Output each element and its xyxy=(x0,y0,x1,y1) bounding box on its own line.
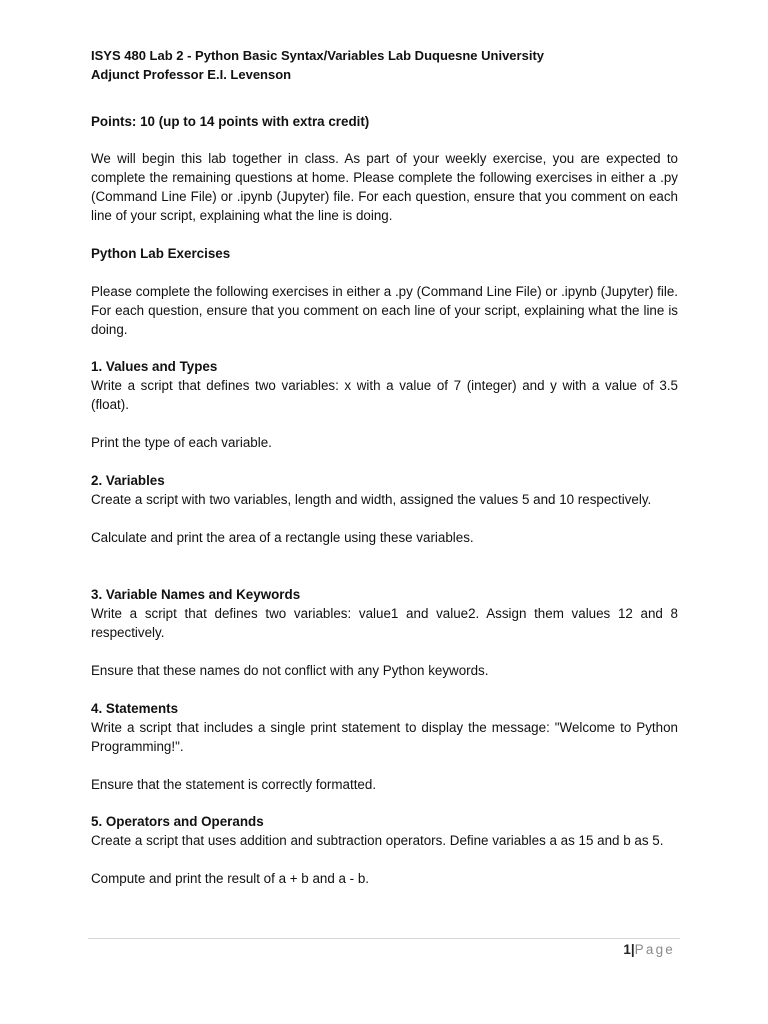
instructor-name: Adjunct Professor E.I. Levenson xyxy=(91,67,292,82)
intro-paragraph: We will begin this lab together in class. As part of your weekly exercise, you are expected to complete the remaining questions at home. Please complete the following exercises in either a .py (Command Line File) or .ipynb (Jupyter) file. For each question, ensure that you comment on each line of your script, explaining what the line is doing. xyxy=(91,151,678,223)
document-header xyxy=(91,46,678,84)
exercise-title: 1. Values and Types xyxy=(91,359,218,374)
exercise-title: 4. Statements xyxy=(91,701,179,716)
exercise-task: Calculate and print the area of a rectangle using these variables. xyxy=(91,530,474,545)
exercise-text: Write a script that includes a single print statement to display the message: "Welcome to Python Programming!". xyxy=(91,720,678,754)
exercise-title: 5. Operators and Operands xyxy=(91,814,264,829)
exercise-3 xyxy=(91,585,678,680)
page-footer xyxy=(623,940,675,959)
exercise-title: 2. Variables xyxy=(91,473,165,488)
exercise-text: Write a script that defines two variables: x with a value of 7 (integer) and y with a value of 3.5 (float). xyxy=(91,378,678,412)
exercise-task: Print the type of each variable. xyxy=(91,435,272,450)
page-label: Page xyxy=(634,942,675,957)
document-title: ISYS 480 Lab 2 - Python Basic Syntax/Variables Lab Duquesne University xyxy=(91,48,545,63)
section-title: Python Lab Exercises xyxy=(91,246,231,261)
exercise-2 xyxy=(91,471,678,547)
footer-divider xyxy=(88,938,680,939)
exercise-text: Create a script with two variables, length and width, assigned the values 5 and 10 respectively. xyxy=(91,492,652,507)
points-line: Points: 10 (up to 14 points with extra credit) xyxy=(91,114,370,129)
exercise-task: Ensure that these names do not conflict with any Python keywords. xyxy=(91,663,489,678)
exercise-text: Write a script that defines two variables: value1 and value2. Assign them values 12 and 8 respectively. xyxy=(91,606,678,640)
exercise-1 xyxy=(91,357,678,452)
exercise-5 xyxy=(91,812,678,888)
exercise-text: Create a script that uses addition and subtraction operators. Define variables a as 15 and b as 5. xyxy=(91,833,664,848)
page-separator: | xyxy=(630,942,635,957)
section-intro-paragraph: Please complete the following exercises in either a .py (Command Line File) or .ipynb (Jupyter) file. For each question, ensure that you comment on each line of your script, explaining what the line is doing. xyxy=(91,284,678,337)
exercise-task: Ensure that the statement is correctly formatted. xyxy=(91,777,377,792)
exercise-task: Compute and print the result of a + b and a - b. xyxy=(91,871,370,886)
exercise-4 xyxy=(91,699,678,794)
page-number: 1 xyxy=(623,942,631,957)
exercise-title: 3. Variable Names and Keywords xyxy=(91,587,301,602)
